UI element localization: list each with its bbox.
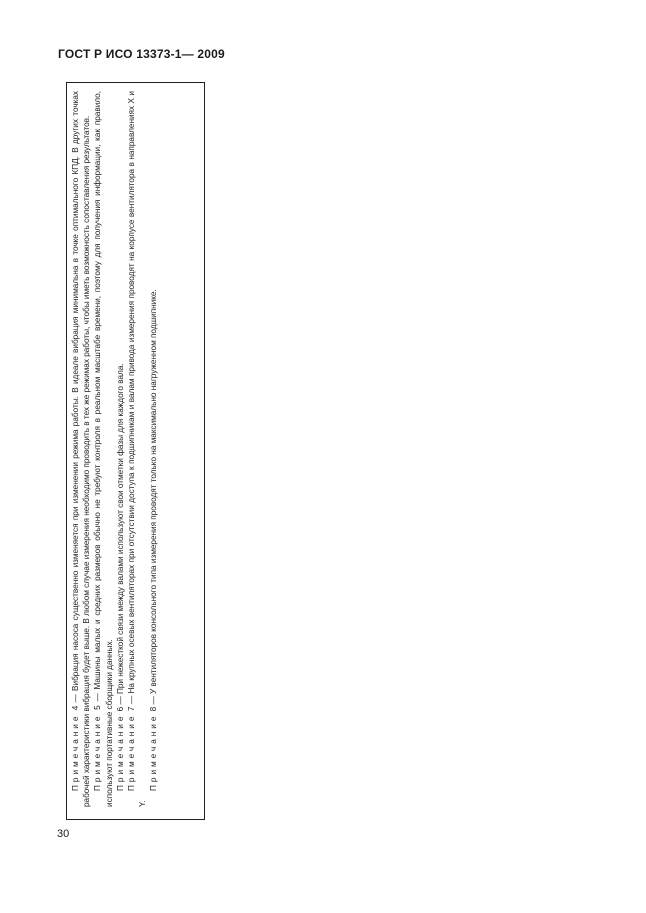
note-text: 5 — Машины малых и средних размеров обычно не требуют контроля в реальном масштабе времени, поэтому для получения информации, как правило, используют портативные сборщики данных. (93, 91, 114, 807)
notes-block (70, 91, 160, 807)
notes-frame (66, 82, 205, 820)
page-number: 30 (57, 828, 70, 840)
note-label: Примечание (127, 713, 137, 791)
note-text: 4 — Вибрация насоса существенно изменяется при изменении режима работы. В идеале вибрация минимальна в точке оптимального КПД. В других точках рабочей характеристики вибрация будет выше. В любом случае измерения необходимо проводить в тех же режимах работы, чтобы иметь возможность сопоставления результатов. (71, 91, 92, 807)
note-text: 8 — У вентиляторов консольного типа измерения проводят только на максимально нагруженном подшипнике. (149, 289, 159, 714)
note-7 (126, 91, 148, 807)
note-6 (115, 91, 126, 807)
document-header: ГОСТ Р ИСО 13373-1— 2009 (58, 47, 225, 61)
note-text: 7 — На крупных осевых вентиляторах при отсутствии доступа к подшипникам и валам привода измерения проводят на корпусе вентилятора в направлениях X и Y. (127, 91, 148, 807)
note-4 (70, 91, 92, 807)
note-8 (148, 91, 159, 807)
note-5 (92, 91, 114, 807)
note-label: Примечание (71, 713, 80, 791)
rotated-notes-container (67, 83, 204, 819)
note-text: 6 — При нежесткой связи между валами используют свои отметки фазы для каждого вала. (115, 363, 125, 714)
note-label: Примечание (93, 713, 103, 791)
note-label: Примечание (149, 713, 159, 791)
note-label: Примечание (115, 713, 125, 791)
